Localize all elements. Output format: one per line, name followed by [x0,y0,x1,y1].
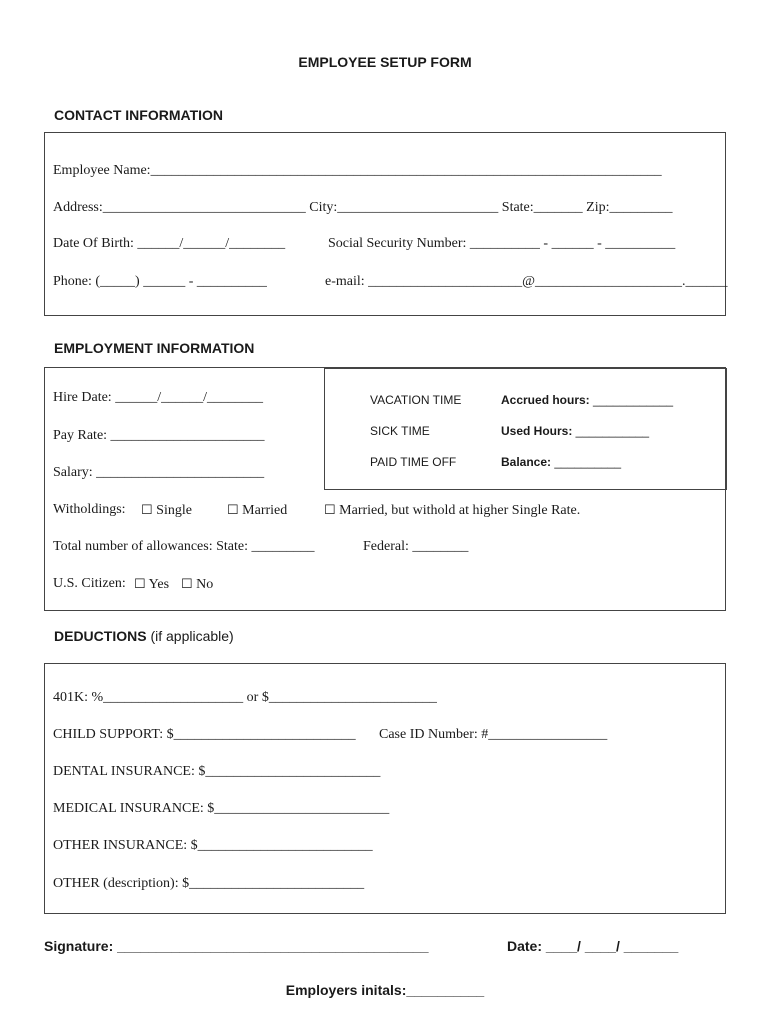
dental-insurance-field[interactable]: DENTAL INSURANCE: $_________________________ [53,764,381,779]
withholding-single-option[interactable]: ☐ Single [141,502,192,518]
checkbox-icon[interactable]: ☐ [141,502,153,517]
form-title: EMPLOYEE SETUP FORM [298,54,472,70]
balance-field[interactable]: Balance: __________ [501,455,622,469]
paid-time-off-label: PAID TIME OFF [370,455,457,469]
withholdings-label: Witholdings: [53,502,126,517]
employer-initials-field[interactable]: Employers initals:__________ [285,982,485,998]
date-field[interactable]: Date: ____/ ____/ _______ [507,938,679,954]
withholding-married-higher-option[interactable]: ☐ Married, but withold at higher Single Rate. [324,502,581,518]
pay-rate-field[interactable]: Pay Rate: ______________________ [53,428,265,443]
salary-field[interactable]: Salary: ________________________ [53,465,265,480]
phone-field[interactable]: Phone: (_____) ______ - __________ [53,274,267,289]
medical-insurance-field[interactable]: MEDICAL INSURANCE: $_________________________ [53,801,390,816]
dob-field[interactable]: Date Of Birth: ______/______/________ [53,236,286,251]
vacation-time-label: VACATION TIME [370,393,462,407]
other-description-field[interactable]: OTHER (description): $_________________________ [53,876,365,891]
address-field[interactable]: Address:_____________________________ City:_______________________ State:_______ Zip:_________ [53,200,673,215]
contact-box [44,132,726,316]
allowances-state-field[interactable]: Total number of allowances: State: _________ [53,539,315,554]
employment-box [44,367,726,611]
citizen-no-option[interactable]: ☐ No [181,576,214,592]
signature-field[interactable]: Signature: ________________________________________ [44,938,429,954]
deductions-box [44,663,726,914]
contact-heading: CONTACT INFORMATION [54,107,224,123]
citizen-label: U.S. Citizen: [53,576,126,591]
case-id-field[interactable]: Case ID Number: #_________________ [379,727,608,742]
other-insurance-field[interactable]: OTHER INSURANCE: $_________________________ [53,838,373,853]
401k-field[interactable]: 401K: %____________________ or $________________________ [53,690,437,705]
checkbox-icon[interactable]: ☐ [227,502,239,517]
time-off-box [324,368,727,490]
hire-date-field[interactable]: Hire Date: ______/______/________ [53,390,263,405]
employment-heading: EMPLOYMENT INFORMATION [54,340,255,356]
accrued-hours-field[interactable]: Accrued hours: ____________ [501,393,674,407]
checkbox-icon[interactable]: ☐ [181,576,193,591]
checkbox-icon[interactable]: ☐ [324,502,336,517]
used-hours-field[interactable]: Used Hours: ___________ [501,424,650,438]
child-support-field[interactable]: CHILD SUPPORT: $__________________________ [53,727,356,742]
citizen-yes-option[interactable]: ☐ Yes [134,576,170,592]
withholding-married-option[interactable]: ☐ Married [227,502,288,518]
email-field[interactable]: e-mail: ______________________@_____________________.______ [325,274,728,289]
employee-name-field[interactable]: Employee Name:_________________________________________________________________________ [53,163,662,178]
deductions-heading: DEDUCTIONS (if applicable) [54,628,234,644]
sick-time-label: SICK TIME [370,424,430,438]
ssn-field[interactable]: Social Security Number: __________ - ______ - __________ [328,236,676,251]
allowances-federal-field[interactable]: Federal: ________ [363,539,469,554]
checkbox-icon[interactable]: ☐ [134,576,146,591]
